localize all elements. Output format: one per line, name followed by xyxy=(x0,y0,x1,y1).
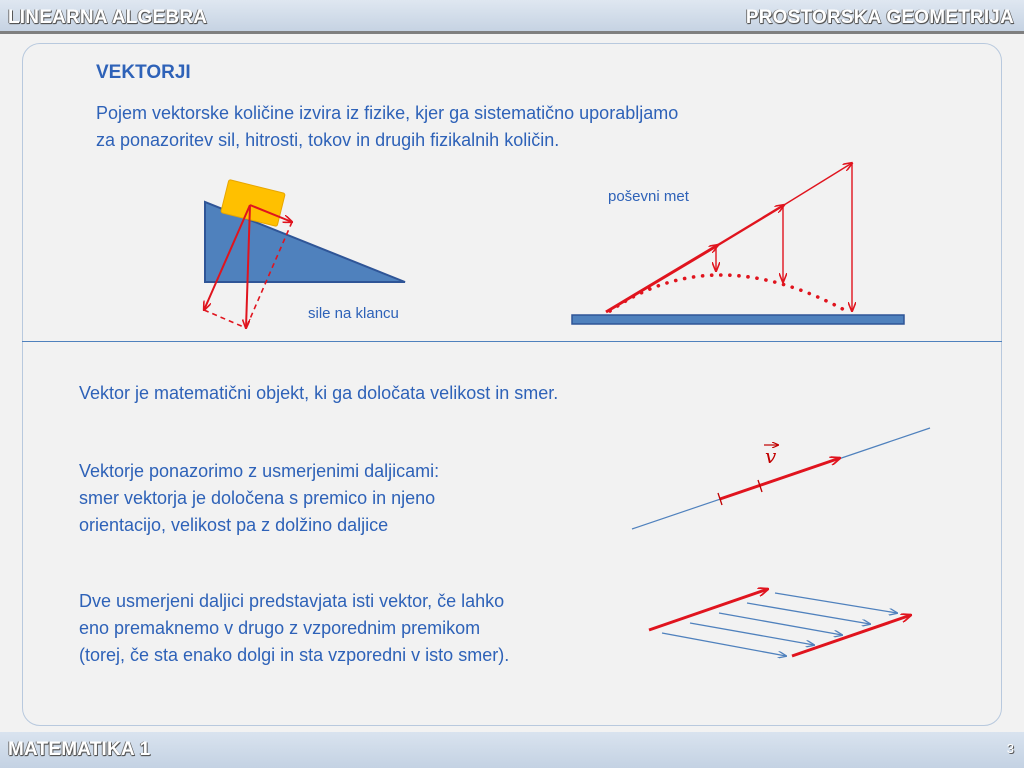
directed-segment-figure xyxy=(625,420,935,535)
ground-bar xyxy=(572,315,904,324)
footer-bar xyxy=(0,732,1024,768)
dashed-helper-2 xyxy=(204,310,246,328)
parallel-translation-figure xyxy=(640,580,920,660)
velocity-arrow-3 xyxy=(784,163,852,205)
header-chapter-title: PROSTORSKA GEOMETRIJA xyxy=(745,7,1014,28)
trajectory-dotted xyxy=(610,275,850,313)
slide-title: VEKTORJI xyxy=(96,62,191,83)
vector-arrow xyxy=(720,458,840,499)
representation-text: Vektorje ponazorimo z usmerjenimi daljicami: smer vektorja je določena s premico in njeno orientacijo, velikost pa z dolžino daljice xyxy=(79,461,440,535)
section-divider xyxy=(22,341,1002,342)
header-bar xyxy=(0,0,1024,34)
projectile-figure xyxy=(565,155,915,330)
translation-line-1 xyxy=(775,593,897,613)
equality-text: Dve usmerjeni daljici predstavjata isti vektor, če lahko eno premaknemo v drugo z vzporednim premikom (torej, če sta enako dolgi in sta vzporedni v isto smer). xyxy=(79,591,510,665)
page-number: 3 xyxy=(1006,741,1014,756)
definition-text: Vektor je matematični objekt, ki ga določata velikost in smer. xyxy=(79,383,559,403)
velocity-arrow-2 xyxy=(718,205,784,245)
intro-text: Pojem vektorske količine izvira iz fizike, kjer ga sistematično uporabljamo za ponazoritev sil, hitrosti, tokov in drugih fizikalnih količin. xyxy=(96,103,679,150)
vector-symbol-label: v xyxy=(765,444,777,468)
footer-course-name: MATEMATIKA 1 xyxy=(8,739,151,760)
original-vector-arrow xyxy=(649,589,768,630)
header-course-title: LINEARNA ALGEBRA xyxy=(8,7,208,28)
incline-caption: sile na klancu xyxy=(308,305,399,322)
projectile-caption: poševni met xyxy=(608,188,689,205)
velocity-arrow-1 xyxy=(606,245,718,312)
